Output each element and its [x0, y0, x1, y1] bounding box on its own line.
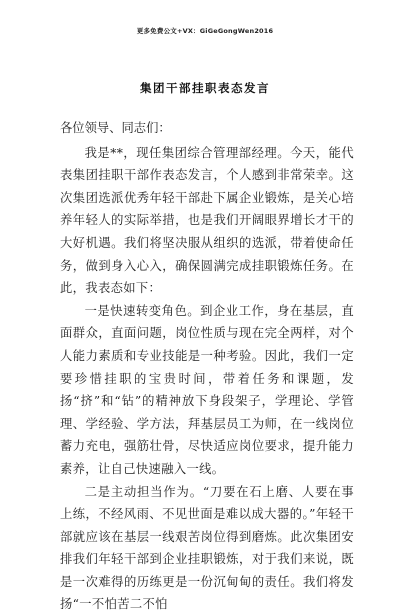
- paragraph-point-one: 一是快速转变角色。到企业工作，身在基层，直面群众，直面问题，岗位性质与现在完全两样，对个人能力素质和专业技能是一种考验。因此，我们一定要珍惜挂职的宝贵时间，带着任务和课题，发扬“挤”和“钻”的精神放下身段架子，学理论、学管理、学经验、学方法，拜基层员工为师，在一线岗位蓄力充电，强筋壮骨，尽快适应岗位要求，提升能力素养，让自己快速融入一线。: [60, 300, 354, 481]
- paragraph-point-two: 二是主动担当作为。“刀要在石上磨、人要在事上练，不经风雨、不见世面是难以成大器的。”年轻干部就应该在基层一线艰苦岗位得到磨炼。此次集团安排我们年轻干部到企业挂职锻炼，对于我们来说，既是一次难得的历练更是一份沉甸甸的责任。我们将发扬“一不怕苦二不怕: [60, 481, 354, 616]
- document-body: [60, 117, 354, 616]
- document-title: 集团干部挂职表态发言: [0, 80, 410, 96]
- paragraph-intro: 我是**，现任集团综合管理部经理。今天，能代表集团挂职干部作表态发言，个人感到非常荣幸。这次集团选派优秀年轻干部赴下属企业锻炼，是关心培养年轻人的实际举措，也是我们开阔眼界增长才干的大好机遇。我们将坚决服从组织的选派，带着使命任务，做到身入心入，确保圆满完成挂职锻炼任务。在此，我表态如下：: [60, 142, 354, 300]
- salutation: 各位领导、同志们：: [60, 117, 354, 140]
- page-header-note: 更多免费公文+VX：GiGeGongWen2016: [0, 26, 410, 35]
